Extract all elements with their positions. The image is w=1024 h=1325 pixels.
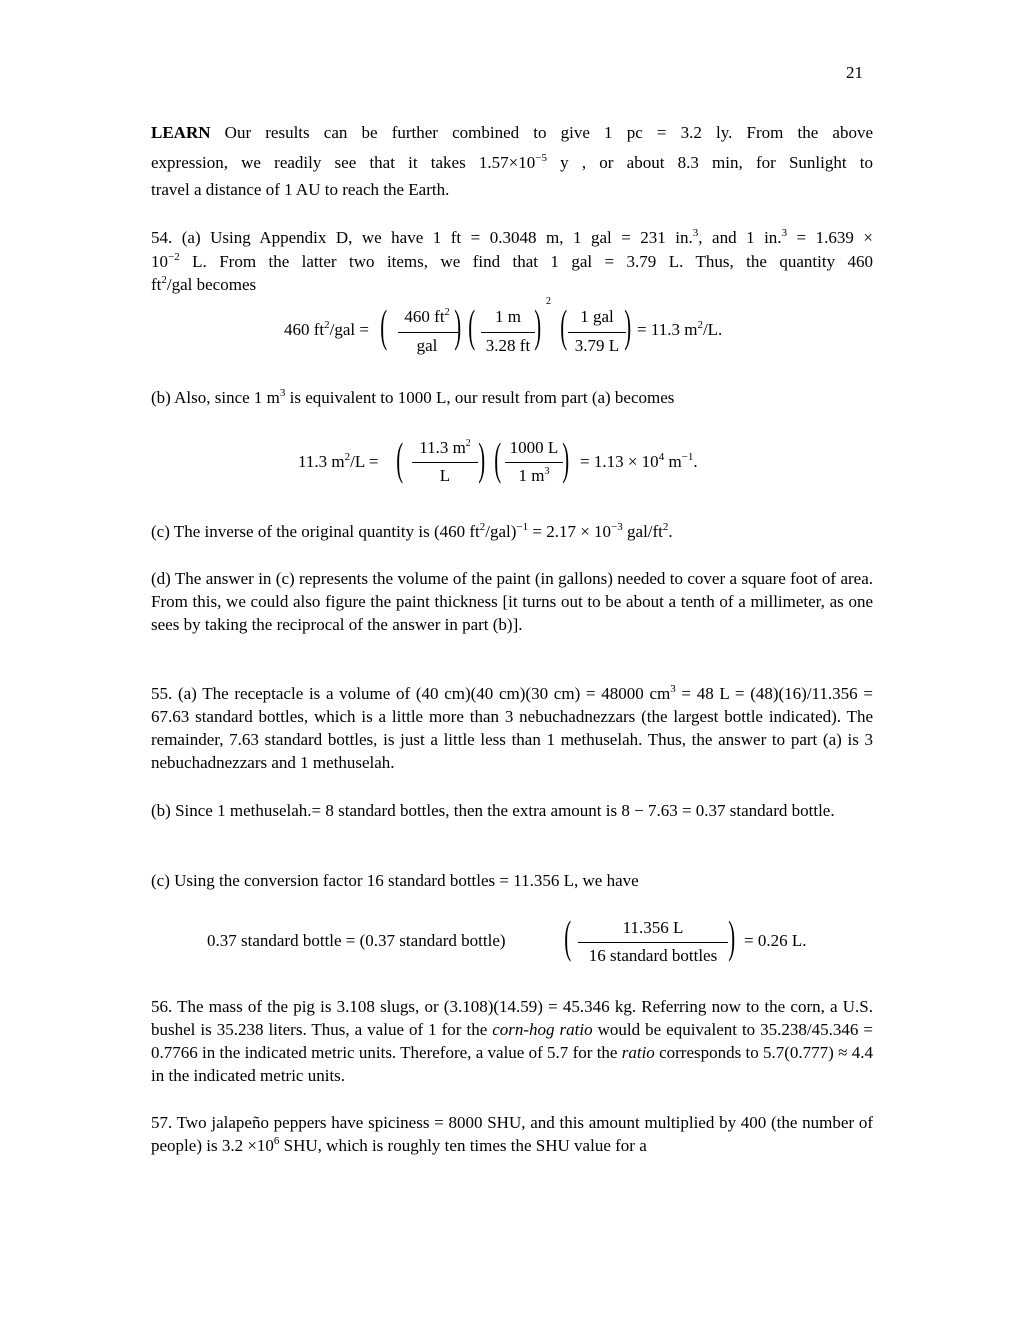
- p54a-line-3: [151, 273, 873, 296]
- p54a-line-2: [151, 250, 873, 273]
- sup: 2: [465, 438, 471, 449]
- p57: [151, 1111, 873, 1157]
- paren-open: (: [494, 433, 502, 484]
- p56-italic-1: corn-hog ratio: [492, 1020, 593, 1039]
- sup: 2: [324, 319, 330, 331]
- eq1-f1-den: gal: [416, 336, 438, 355]
- sup: −1: [516, 521, 529, 533]
- p54d: (d) The answer in (c) represents the volume of the paint (in gallons) needed to cover a square foot of area. From this, we could also figure the paint thickness [it turns out to be about a tenth of a millimeter, as one sees by taking the reciprocal of the answer in part (b)].: [151, 569, 873, 634]
- eq1-f3-num: 1 gal: [580, 307, 614, 326]
- eq2-rhs: [580, 452, 698, 472]
- eq1-rhs-b: /L.: [702, 320, 723, 339]
- learn-label: LEARN: [151, 123, 211, 142]
- sup: 2: [479, 521, 486, 533]
- eq3-rhs: = 0.26 L.: [744, 931, 807, 950]
- eq2-f2-den: [504, 466, 564, 486]
- eq1-f3-den: 3.79 L: [574, 336, 620, 355]
- fraction-bar: [505, 462, 563, 463]
- sup: 2: [697, 319, 703, 331]
- learn-exp: −5: [535, 152, 547, 164]
- eq3-lhs: 0.37 standard bottle = (0.37 standard bottle): [207, 931, 506, 950]
- learn-line-2: [151, 151, 873, 174]
- p57-a: 57. Two jalapeño peppers have spiciness = 8000 SHU, and this amount multiplied by 400 (the number of people) is 3.2 ×10: [151, 1113, 873, 1155]
- p54b-b: is equivalent to 1000 L, our result from part (a) becomes: [285, 388, 675, 407]
- f-num: 460 ft: [404, 307, 445, 326]
- p54a-t3: = 1.639 ×: [787, 228, 873, 247]
- eq2-lhs-b: /L =: [350, 452, 379, 471]
- learn-text-2b: y , or about 8.3 min, for Sunlight to: [546, 153, 874, 172]
- sup: 4: [658, 451, 665, 463]
- p56-italic-2: ratio: [621, 1043, 655, 1062]
- eq1-f2-den: 3.28 ft: [485, 336, 531, 355]
- paren-open: (: [564, 911, 572, 962]
- eq1-rhs: [637, 320, 722, 340]
- eq2-f1-num: [410, 438, 480, 458]
- p54c-e: .: [668, 522, 673, 541]
- paren-open: (: [468, 300, 476, 351]
- sup: −2: [168, 251, 180, 263]
- paren-open: (: [396, 433, 404, 484]
- p56-a: 56. The mass of the pig is 3.108 slugs, or (3.108)(14.59) = 45.346 kg. Referring now to the corn, a U.S. bushel is 35.238 liters. Thus, a value of 1 for the: [151, 997, 873, 1039]
- eq1-f2-num: 1 m: [495, 307, 521, 326]
- p56: [151, 995, 873, 1087]
- p54a-t5: L. From the latter two items, we find that 1 gal = 3.79 L. Thus, the quantity 460: [179, 252, 873, 271]
- sup: 3: [279, 387, 286, 399]
- fraction-bar: [398, 332, 458, 333]
- sup: 3: [692, 227, 699, 239]
- p56-c: corresponds to 5.7(0.777) ≈ 4.4 in the indicated metric units.: [151, 1043, 873, 1085]
- p55c: (c) Using the conversion factor 16 standard bottles = 11.356 L, we have: [151, 871, 639, 890]
- learn-text-2a: expression, we readily see that it takes 1.57×10: [151, 153, 536, 172]
- paren-close: ): [562, 433, 570, 484]
- learn-text-1: Our results can be further combined to give 1 pc = 3.2 ly. From the above: [224, 123, 873, 142]
- eq1-rhs-a: = 11.3 m: [637, 320, 698, 339]
- eq3-num: 11.356 L: [622, 918, 684, 937]
- paren-close: ): [478, 433, 486, 484]
- fraction-bar: [481, 332, 535, 333]
- eq2-lhs-a: 11.3 m: [298, 452, 345, 471]
- paren-close: ): [534, 300, 542, 351]
- p54a-t2: , and 1 in.: [698, 228, 782, 247]
- sup: −3: [611, 521, 623, 533]
- sup: 3: [670, 683, 676, 695]
- eq1-lhs-a: 460 ft: [284, 320, 325, 339]
- sup: 2: [344, 451, 351, 463]
- p54c: [151, 520, 873, 543]
- p54a-t7: /gal becomes: [166, 275, 257, 294]
- p54c-b: /gal): [485, 522, 517, 541]
- p55b: (b) Since 1 methuselah.= 8 standard bottles, then the extra amount is 8 − 7.63 = 0.37 standard bottle.: [151, 801, 835, 820]
- sup: −1: [681, 451, 694, 463]
- sup: 2: [662, 521, 669, 533]
- sup: 3: [544, 466, 550, 477]
- f-num: 11.3 m: [419, 438, 466, 457]
- p54a-t6: ft: [151, 275, 162, 294]
- eq1-lhs-b: /gal =: [329, 320, 369, 339]
- p54c-d: gal/ft: [622, 522, 663, 541]
- fraction-bar: [412, 462, 478, 463]
- p54c-a: (c) The inverse of the original quantity is (460 ft: [151, 522, 480, 541]
- sup: 2: [161, 274, 167, 286]
- p54c-c: = 2.17 × 10: [528, 522, 612, 541]
- eq1-square-exp: 2: [546, 296, 551, 307]
- p56-b: would be equivalent to 35.238/45.346 = 0.7766 in the indicated metric units. Therefore, a value of 5.7 for the: [151, 1020, 873, 1062]
- paren-open: (: [380, 300, 388, 351]
- fraction-bar: [568, 332, 626, 333]
- p55a: [151, 682, 873, 774]
- eq2-rhs-a: = 1.13 × 10: [580, 452, 659, 471]
- learn-line-1: [151, 121, 873, 144]
- eq2-rhs-c: .: [693, 452, 698, 471]
- p54b-a: (b) Also, since 1 m: [151, 388, 280, 407]
- eq2-f2-num: 1000 L: [509, 438, 559, 457]
- p54b: [151, 386, 873, 409]
- paren-open: (: [560, 300, 568, 351]
- paren-close: ): [454, 300, 462, 351]
- sup: 6: [273, 1135, 280, 1147]
- eq1-f1-num: [396, 307, 458, 327]
- p55a-b: = 48 L = (48)(16)/11.356 = 67.63 standard bottles, which is a little more than 3 nebuchadnezzars (the largest bottle indicated). The remainder, 7.63 standard bottles, is just a little less than 1 methuselah. Thus, the answer to part (a) is 3 nebuchadnezzars and 1 methuselah.: [151, 684, 873, 772]
- eq2-f1-den: L: [439, 466, 451, 485]
- learn-line-3: travel a distance of 1 AU to reach the Earth.: [151, 180, 450, 199]
- page-number: 21: [846, 63, 863, 82]
- fraction-bar: [578, 942, 728, 943]
- sup: 3: [781, 227, 788, 239]
- p54a-line-1: [151, 226, 873, 249]
- paren-close: ): [624, 300, 632, 351]
- p55a-a: 55. (a) The receptacle is a volume of (40 cm)(40 cm)(30 cm) = 48000 cm: [151, 684, 671, 703]
- p54a-t1: 54. (a) Using Appendix D, we have 1 ft = 0.3048 m, 1 gal = 231 in.: [151, 228, 693, 247]
- eq2-rhs-b: m: [664, 452, 682, 471]
- eq2-lhs: [298, 452, 378, 472]
- p54a-t4: 10: [151, 252, 168, 271]
- eq3-den: 16 standard bottles: [588, 946, 718, 965]
- p57-b: SHU, which is roughly ten times the SHU value for a: [279, 1136, 647, 1155]
- sup: 2: [444, 307, 450, 318]
- paren-close: ): [728, 911, 736, 962]
- f-den: 1 m: [518, 466, 545, 485]
- eq1-lhs: [284, 320, 369, 340]
